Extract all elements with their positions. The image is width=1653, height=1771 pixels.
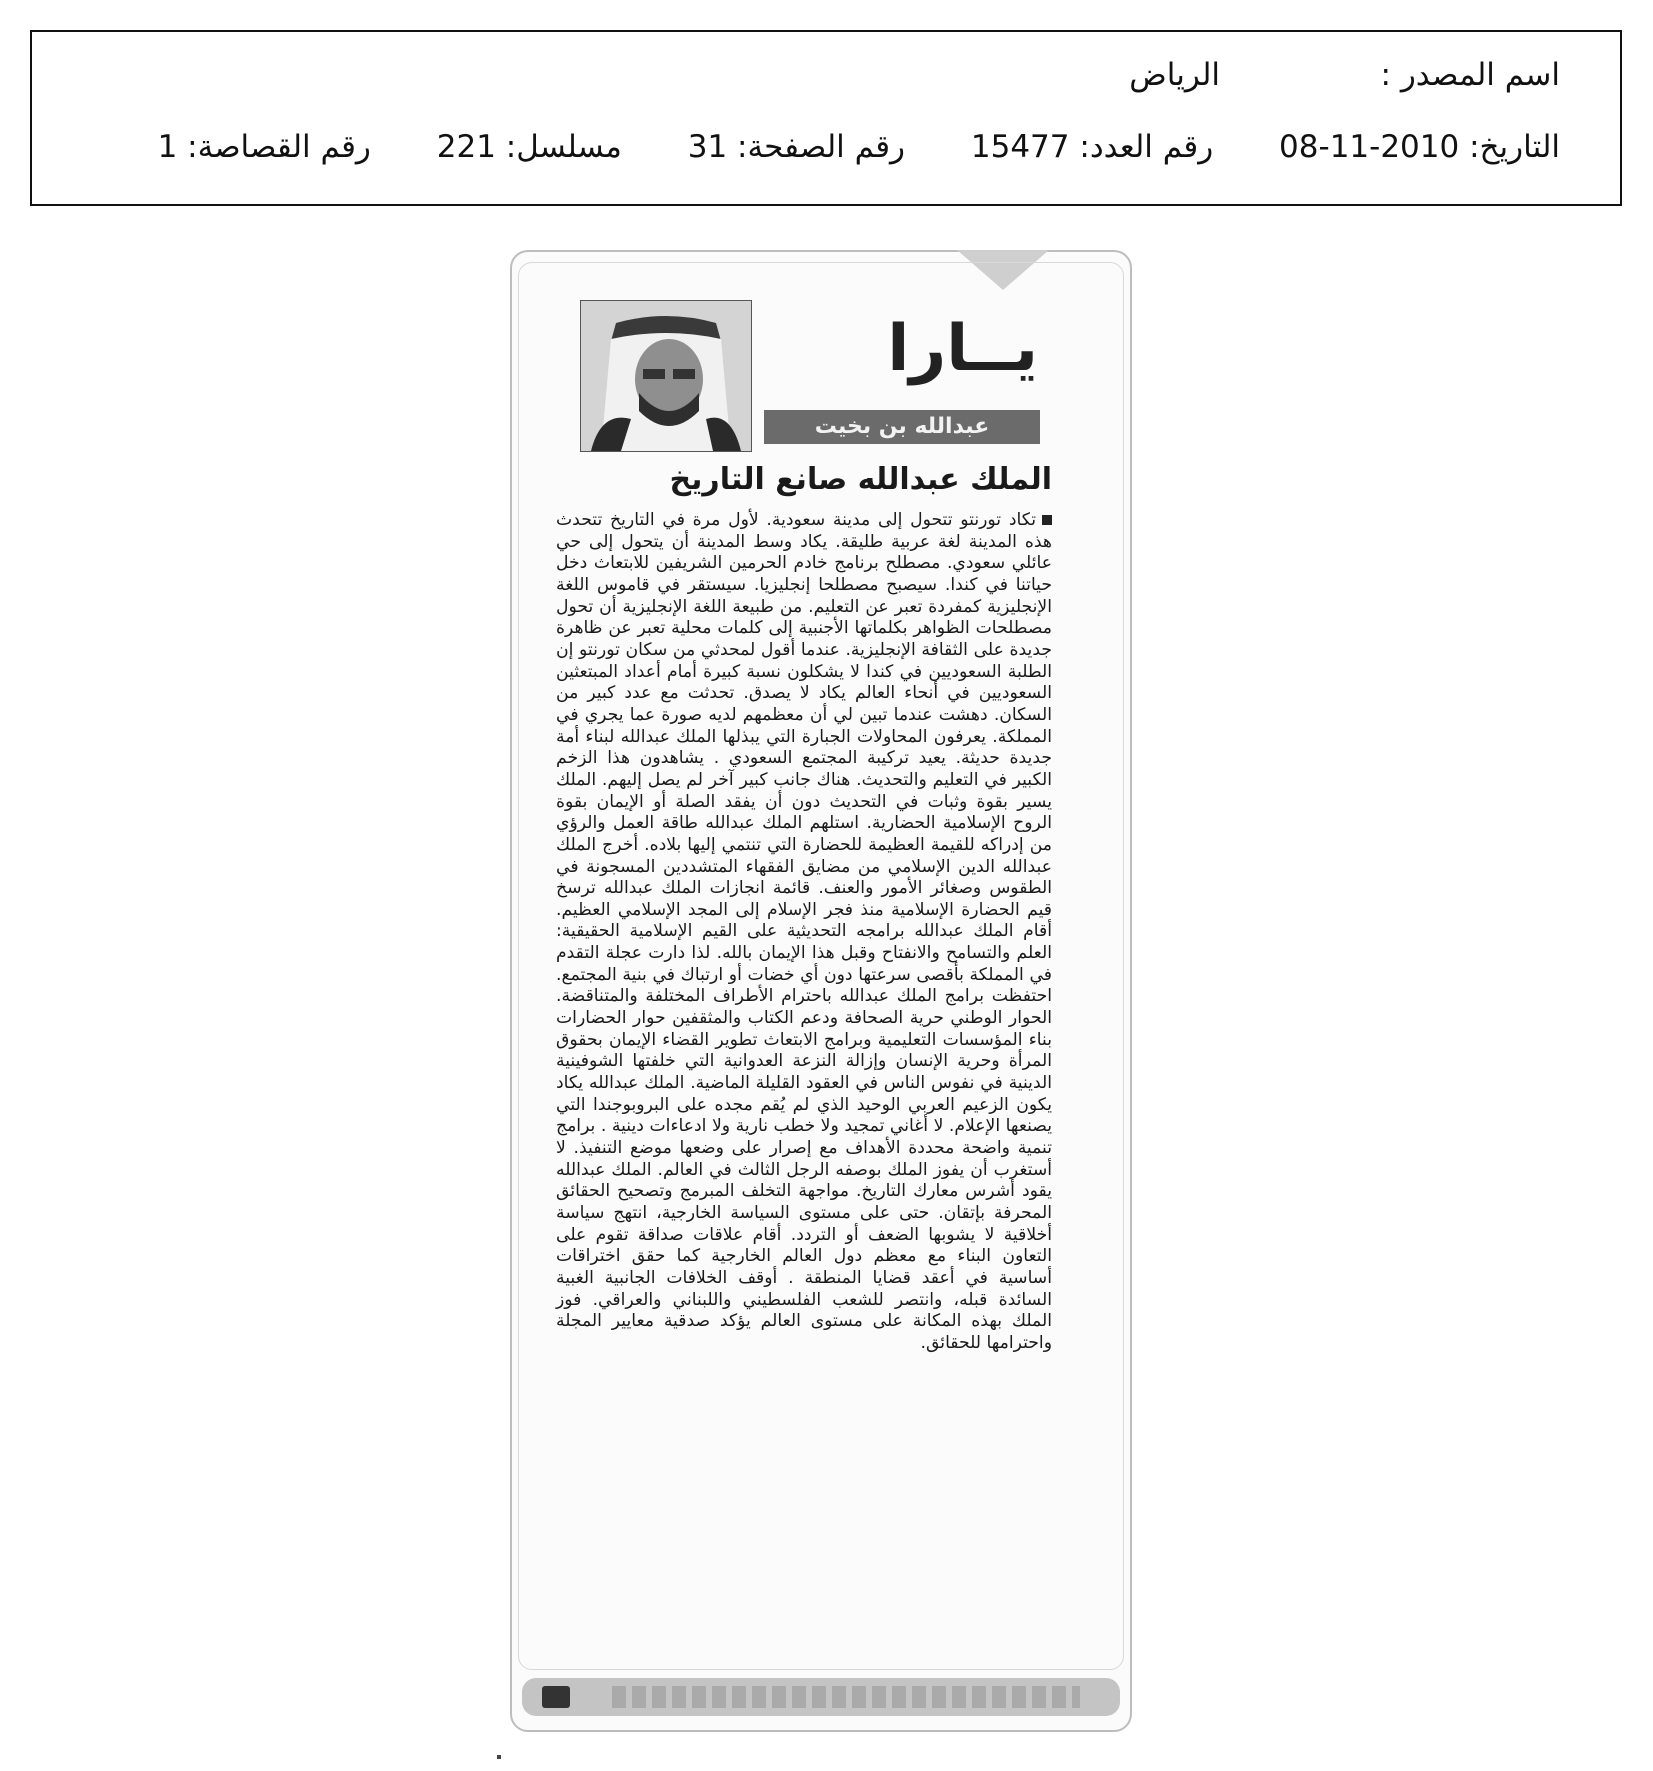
article-body-text: تكاد تورنتو تتحول إلى مدينة سعودية. لأول مرة في التاريخ تتحدث هذه المدينة لغة عربية طليقة. يكاد وسط المدينة أن يتحول إلى حي عائلي سعودي. مصطلح برنامج خادم الحرمين الشريفين للابتعاث دخل حياتنا في كندا. سيصبح مصطلحا إنجليزيا. سيستقر في قاموس اللغة الإنجليزية كمفردة تعبر عن التعليم. من طبيعة اللغة الإنجليزية أن تحول مصطلحات الظواهر بكلماتها الأجنبية إلى كلمات محلية تعبر عن ظاهرة جديدة على الثقافة الإنجليزية. عندما أقول لمحدثي من سكان تورنتو إن الطلبة السعوديين في كندا لا يشكلون نسبة كبيرة أمام أعداد المبتعثين السعوديين في أنحاء العالم يكاد لا يصدق. تحدثت مع عدد كبير من السكان. دهشت عندما تبين لي أن معظمهم لديه صورة عما يجري في المملكة. يعرفون المحاولات الجبارة التي يبذلها الملك عبدالله لبناء أمة جديدة حديثة. يعيد تركيبة المجتمع السعودي . يشاهدون هذا الزخم الكبير في التعليم والتحديث. هناك جانب كبير آخر لم يصل إليهم. الملك يسير بقوة وثبات في التحديث دون أن يفقد الصلة أو الإيمان بقوة الروح الإسلامية الحضارية. استلهم الملك عبدالله طاقة العمل والرؤي من إدراكه للقيمة العظيمة للحضارة التي تنتمي إليها بلاده. أخرج الملك عبدالله الدين الإسلامي من مضايق الفقهاء المتشددين المسجونة في الطقوس وصغائر الأمور والعنف. قائمة انجازات الملك عبدالله ترسخ قيم الحضارة الإسلامية منذ فجر الإسلام إلى المجد الإسلامي العظيم. أقام الملك عبدالله برامجه التحديثية على القيم الإسلامية الحقيقية: العلم والتسامح والانفتاح وقبل هذا الإيمان بالله. لذا دارت عجلة التقدم في المملكة بأقصى سرعتها دون أي خضات أو ارتباك في بنية المجتمع. احتفظت برامج الملك عبدالله باحترام الأطراف المختلفة والمتناقضة. الحوار الوطني حرية الصحافة ودعم الكتاب والمثقفين حوار الحضارات بناء المؤسسات التعليمية وبرامج الابتعاث تطوير القضاء الإيمان بحقوق المرأة وحرية الإنسان وإزالة النزعة العدوانية التي خلفتها الشوفينية الدينية في نفوس الناس في العقود القليلة الماضية. الملك عبدالله يكاد يكون الزعيم العربي الوحيد الذي لم يُقم مجده على البروبوجندا التي يصنعها الإعلام. لا أغاني تمجيد ولا خطب نارية ولا ادعاءات دينية . برامج تنمية واضحة محددة الأهداف مع إصرار على وضعها موضع التنفيذ. لا أستغرب أن يفوز الملك بوصفه الرجل الثالث في العالم. الملك عبدالله يقود أشرس معارك التاريخ. مواجهة التخلف المبرمج وتصحيح الحقائق المحرفة بإتقان. حتى على مستوى السياسة الخارجية، انتهج سياسة أخلاقية لا يشوبها الضعف أو التردد. أقام علاقات صداقة تقوم على التعاون البناء مع معظم دول العالم الخارجية كما حقق اختراقات أساسية في أعقد قضايا المنطقة . أوقف الخلافات الجانبية الغبية السائدة قبله، وانتصر للشعب الفلسطيني واللبناني والعراقي. فوز الملك بهذه المكانة على مستوى العالم يؤكد صدقية معايير المجلة واحترامها للحقائق.	[556, 510, 1052, 1353]
source-value: الرياض	[1129, 57, 1220, 93]
date-field: التاريخ: 2010-11-08	[1279, 129, 1560, 165]
columnist-portrait-image	[581, 301, 751, 451]
columnist-photo	[580, 300, 752, 452]
scan-speck	[497, 1755, 501, 1759]
article-body	[556, 510, 1052, 1355]
footer-logo-icon	[542, 1686, 570, 1708]
clipping-header	[30, 30, 1622, 206]
clip-number-field: رقم القصاصة: 1	[157, 129, 371, 165]
paragraph-bullet-icon	[1042, 515, 1052, 525]
clipping-footer	[522, 1678, 1120, 1716]
serial-field: مسلسل: 221	[436, 129, 622, 165]
column-logo: يــارا	[887, 312, 1038, 386]
metadata-row	[102, 129, 1560, 165]
source-label: اسم المصدر :	[1380, 57, 1560, 93]
footer-smudged-text	[612, 1686, 1080, 1708]
issue-number-field: رقم العدد: 15477	[970, 129, 1214, 165]
article-headline: الملك عبدالله صانع التاريخ	[669, 462, 1052, 497]
newspaper-clipping	[510, 250, 1132, 1732]
page-number-field: رقم الصفحة: 31	[687, 129, 906, 165]
author-byline: عبدالله بن بخيت	[764, 410, 1040, 444]
